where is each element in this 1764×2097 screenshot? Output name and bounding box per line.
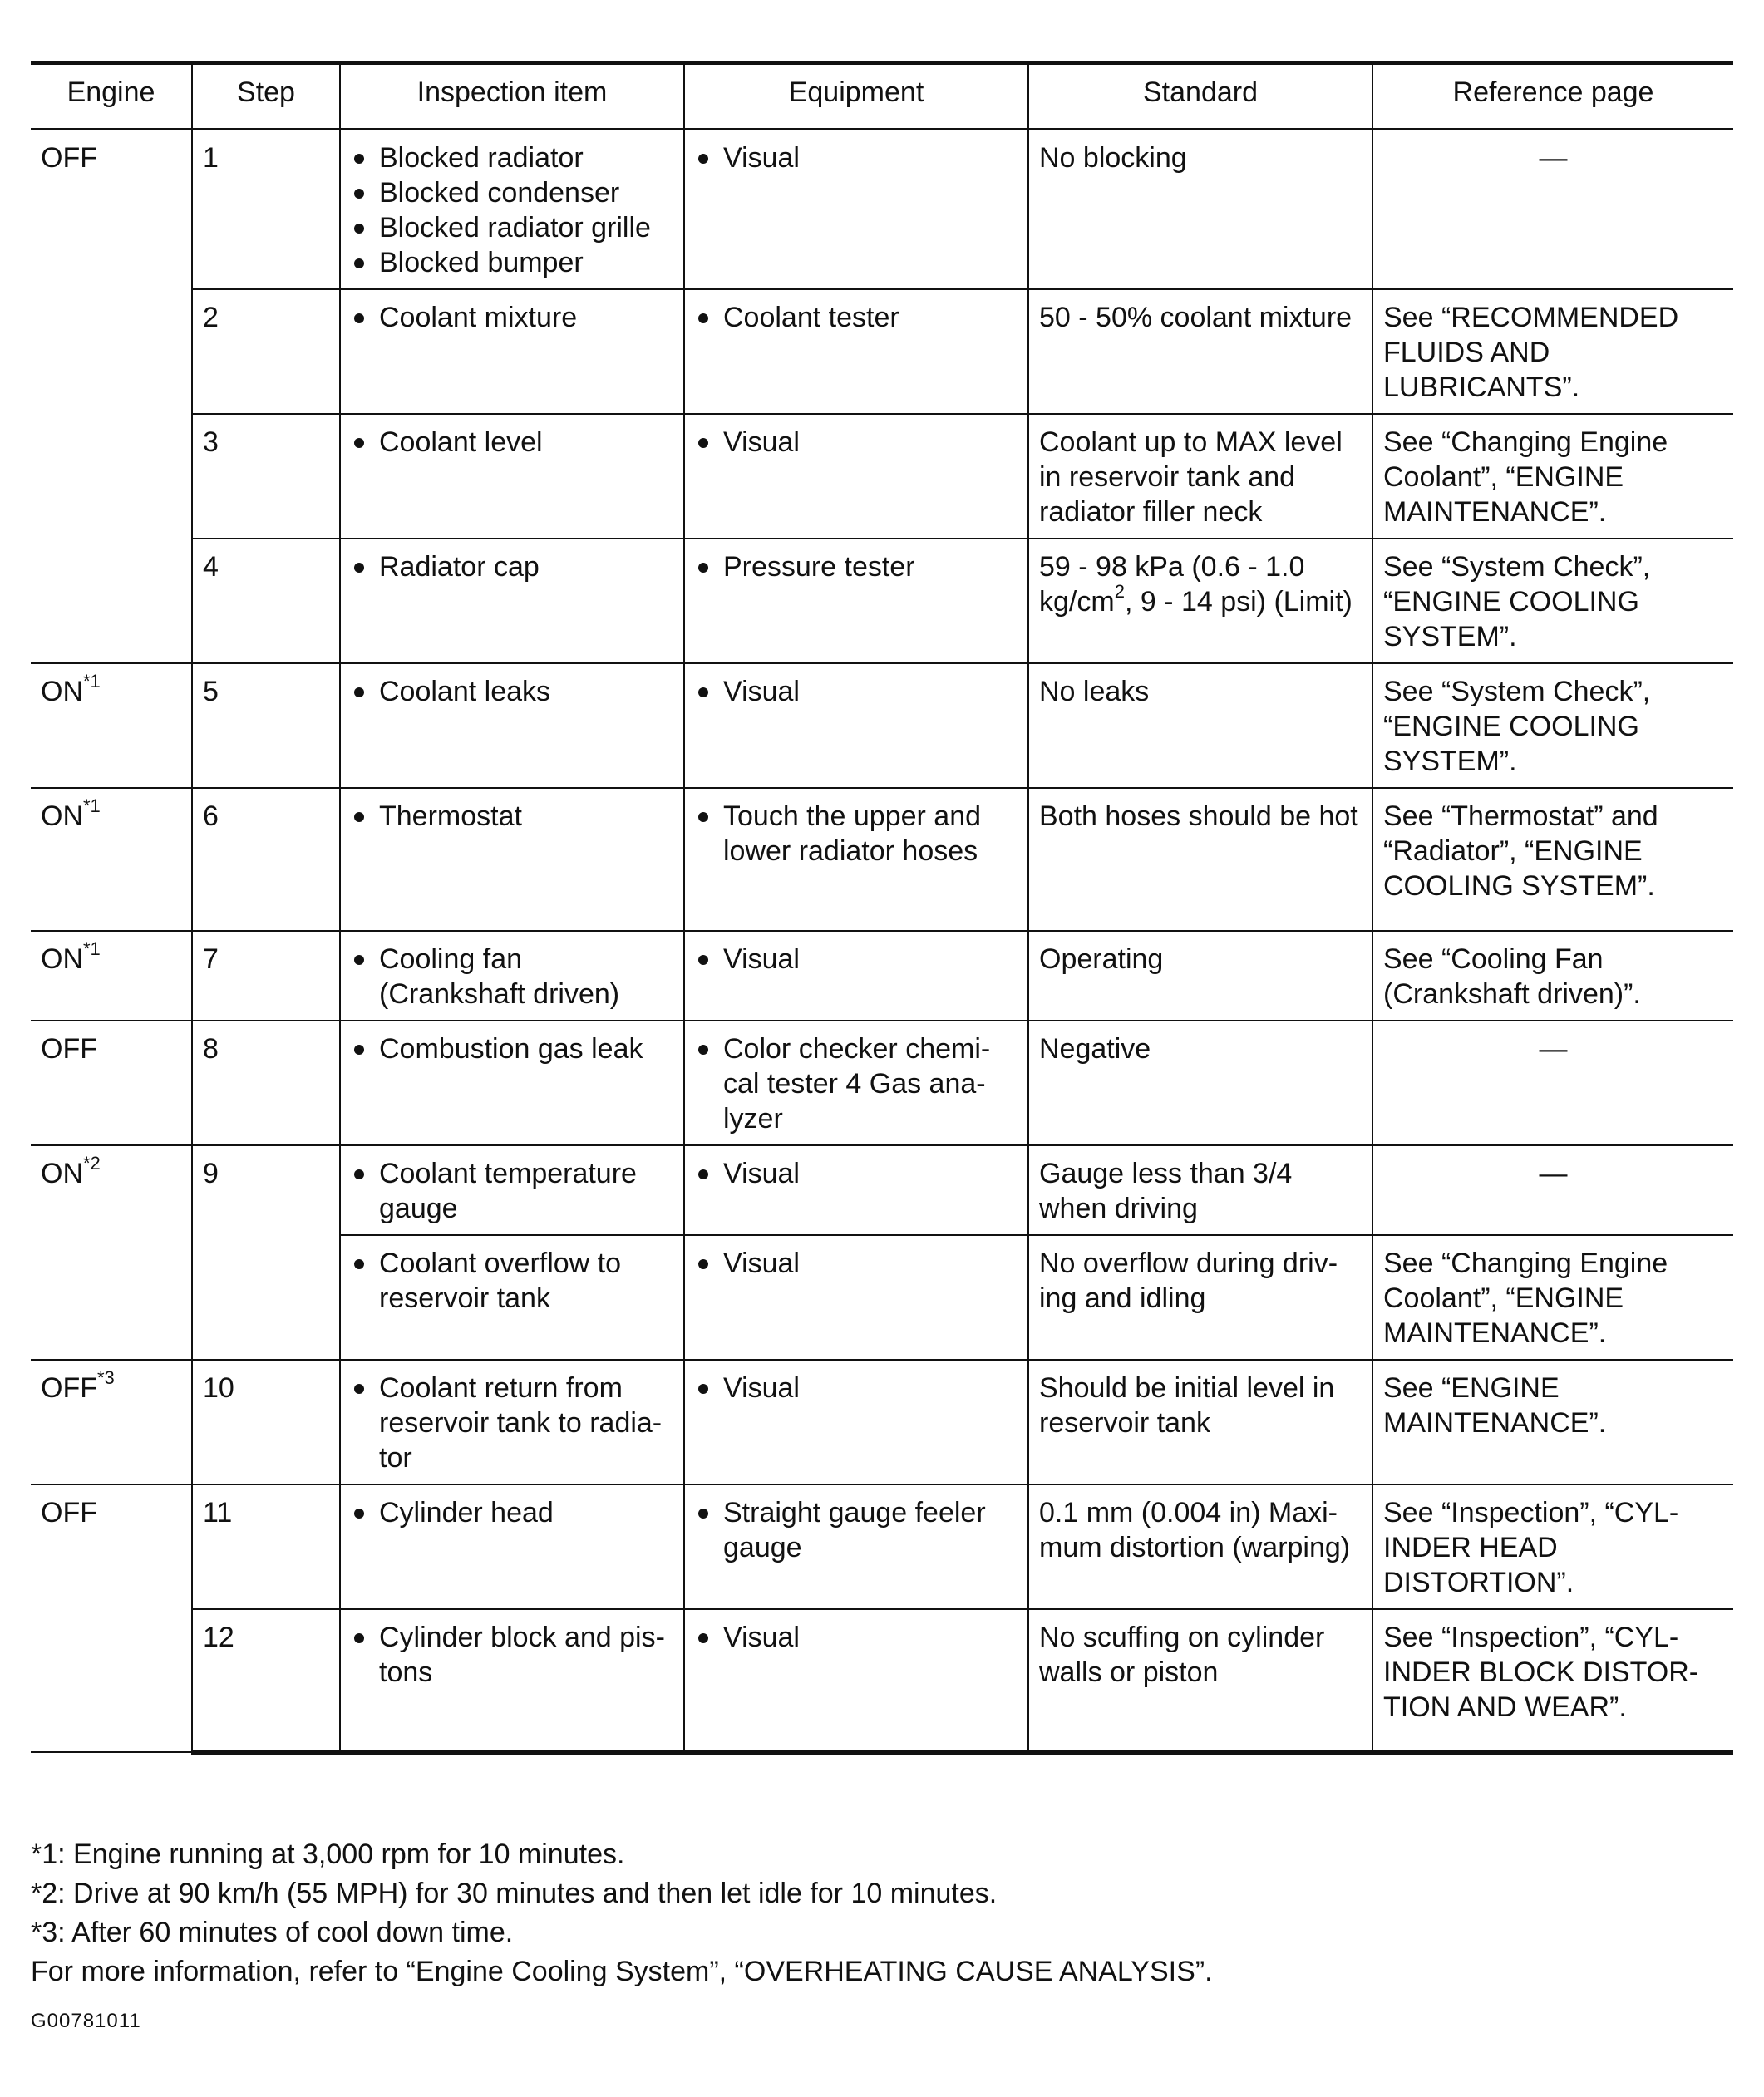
footnote-marker: *1 bbox=[83, 795, 101, 816]
equipment-cell bbox=[684, 539, 1028, 663]
engine-state: ON bbox=[41, 1158, 83, 1189]
standard-cell bbox=[1028, 539, 1372, 663]
standard-cell: Negative bbox=[1028, 1021, 1372, 1145]
step-cell: 10 bbox=[192, 1360, 340, 1484]
inspection-item-cell bbox=[340, 1021, 684, 1145]
table-row bbox=[31, 931, 1733, 1021]
reference-cell: See “Inspection”, “CYL- INDER HEAD DISTORTION”. bbox=[1372, 1484, 1733, 1609]
table-row bbox=[31, 130, 1733, 290]
equipment-cell bbox=[684, 414, 1028, 539]
table-row bbox=[31, 1021, 1733, 1145]
inspection-item-cell bbox=[340, 539, 684, 663]
inspection-item-cell bbox=[340, 788, 684, 931]
footnote-2: *2: Drive at 90 km/h (55 MPH) for 30 minutes and then let idle for 10 minutes. bbox=[31, 1878, 998, 1909]
inspection-item-cell bbox=[340, 1235, 684, 1360]
standard-cell: 50 - 50% coolant mixture bbox=[1028, 289, 1372, 414]
engine-cell bbox=[31, 931, 192, 1021]
table-row bbox=[31, 1360, 1733, 1484]
footnote-1: *1: Engine running at 3,000 rpm for 10 minutes. bbox=[31, 1839, 625, 1870]
list-item: Cylinder block and pis- tons bbox=[351, 1620, 673, 1690]
equipment-cell bbox=[684, 663, 1028, 788]
footnote-marker: *1 bbox=[83, 670, 101, 692]
table-row bbox=[31, 1145, 1733, 1235]
equipment-cell bbox=[684, 1609, 1028, 1752]
inspection-item-cell bbox=[340, 289, 684, 414]
engine-cell bbox=[31, 788, 192, 931]
list-item: Color checker chemi- cal tester 4 Gas ana- lyzer bbox=[695, 1031, 1018, 1136]
step-cell: 4 bbox=[192, 539, 340, 663]
footnotes bbox=[31, 1835, 1733, 1991]
reference-cell: — bbox=[1372, 1021, 1733, 1145]
list-item: Visual bbox=[695, 1156, 1018, 1191]
list-item: Coolant tester bbox=[695, 300, 1018, 335]
standard-text: , 9 - 14 psi) (Limit) bbox=[1124, 586, 1353, 618]
header-equipment: Equipment bbox=[684, 63, 1028, 130]
standard-cell: Both hoses should be hot bbox=[1028, 788, 1372, 931]
header-engine: Engine bbox=[31, 63, 192, 130]
engine-state: ON bbox=[41, 800, 83, 832]
list-item: Radiator cap bbox=[351, 549, 673, 584]
reference-cell: — bbox=[1372, 130, 1733, 290]
table-row bbox=[31, 663, 1733, 788]
reference-cell: See “System Check”, “ENGINE COOLING SYSTEM”. bbox=[1372, 539, 1733, 663]
list-item: Coolant mixture bbox=[351, 300, 673, 335]
table-header-row bbox=[31, 63, 1733, 130]
inspection-item-cell bbox=[340, 1360, 684, 1484]
header-inspection-item: Inspection item bbox=[340, 63, 684, 130]
footnote-3: *3: After 60 minutes of cool down time. bbox=[31, 1917, 514, 1948]
list-item: Straight gauge feeler gauge bbox=[695, 1495, 1018, 1565]
list-item: Coolant leaks bbox=[351, 674, 673, 709]
list-item: Coolant level bbox=[351, 425, 673, 460]
list-item: Visual bbox=[695, 140, 1018, 175]
reference-cell: See “Changing Engine Coolant”, “ENGINE MAINTENANCE”. bbox=[1372, 1235, 1733, 1360]
engine-cell bbox=[31, 1484, 192, 1752]
engine-cell bbox=[31, 130, 192, 664]
standard-text: 59 - 98 kPa (0.6 - 1.0 kg/cm bbox=[1039, 551, 1305, 618]
table-row bbox=[31, 788, 1733, 931]
table-row bbox=[31, 289, 1733, 414]
inspection-item-cell bbox=[340, 1145, 684, 1235]
list-item: Blocked bumper bbox=[351, 245, 673, 280]
standard-cell: No overflow during driv- ing and idling bbox=[1028, 1235, 1372, 1360]
engine-cell bbox=[31, 1021, 192, 1145]
list-item: Blocked radiator bbox=[351, 140, 673, 175]
footnote-marker: *3 bbox=[96, 1366, 115, 1388]
header-step: Step bbox=[192, 63, 340, 130]
list-item: Pressure tester bbox=[695, 549, 1018, 584]
reference-cell: See “Inspection”, “CYL- INDER BLOCK DISTOR- TION AND WEAR”. bbox=[1372, 1609, 1733, 1752]
step-cell: 8 bbox=[192, 1021, 340, 1145]
step-cell: 11 bbox=[192, 1484, 340, 1609]
engine-state: OFF bbox=[41, 142, 97, 174]
step-cell: 2 bbox=[192, 289, 340, 414]
inspection-item-cell bbox=[340, 663, 684, 788]
standard-cell: No leaks bbox=[1028, 663, 1372, 788]
equipment-cell bbox=[684, 1235, 1028, 1360]
list-item: Visual bbox=[695, 674, 1018, 709]
step-cell: 7 bbox=[192, 931, 340, 1021]
reference-cell: — bbox=[1372, 1145, 1733, 1235]
list-item: Cooling fan (Crankshaft driven) bbox=[351, 942, 673, 1012]
engine-cell bbox=[31, 1360, 192, 1484]
footnote-marker: *2 bbox=[83, 1152, 101, 1174]
list-item: Visual bbox=[695, 1371, 1018, 1405]
list-item: Visual bbox=[695, 1246, 1018, 1281]
list-item: Visual bbox=[695, 1620, 1018, 1655]
standard-cell: Operating bbox=[1028, 931, 1372, 1021]
step-cell: 3 bbox=[192, 414, 340, 539]
equipment-cell bbox=[684, 1484, 1028, 1609]
equipment-cell bbox=[684, 289, 1028, 414]
step-cell: 1 bbox=[192, 130, 340, 290]
standard-cell: No blocking bbox=[1028, 130, 1372, 290]
reference-cell: See “ENGINE MAINTENANCE”. bbox=[1372, 1360, 1733, 1484]
list-item: Touch the upper and lower radiator hoses bbox=[695, 799, 1018, 869]
reference-cell: See “Changing Engine Coolant”, “ENGINE MAINTENANCE”. bbox=[1372, 414, 1733, 539]
inspection-table bbox=[31, 61, 1733, 1755]
equipment-cell bbox=[684, 1360, 1028, 1484]
step-cell: 5 bbox=[192, 663, 340, 788]
list-item: Coolant return from reservoir tank to radia- tor bbox=[351, 1371, 673, 1475]
table-row bbox=[31, 539, 1733, 663]
reference-cell: See “Thermostat” and “Radiator”, “ENGINE COOLING SYSTEM”. bbox=[1372, 788, 1733, 931]
standard-cell: Coolant up to MAX level in reservoir tank and radiator filler neck bbox=[1028, 414, 1372, 539]
footnote-marker: *1 bbox=[83, 938, 101, 959]
list-item: Visual bbox=[695, 425, 1018, 460]
figure-code: G00781011 bbox=[31, 2010, 141, 2032]
engine-state: ON bbox=[41, 676, 83, 707]
equipment-cell bbox=[684, 1021, 1028, 1145]
step-cell: 9 bbox=[192, 1145, 340, 1360]
standard-cell: Should be initial level in reservoir tank bbox=[1028, 1360, 1372, 1484]
list-item: Visual bbox=[695, 942, 1018, 977]
engine-state: OFF bbox=[41, 1372, 97, 1404]
equipment-cell bbox=[684, 130, 1028, 290]
list-item: Coolant temperature gauge bbox=[351, 1156, 673, 1226]
equipment-cell bbox=[684, 788, 1028, 931]
more-info-note: For more information, refer to “Engine Cooling System”, “OVERHEATING CAUSE ANALYSIS”. bbox=[31, 1956, 1213, 1987]
list-item: Blocked condenser bbox=[351, 175, 673, 210]
table-row bbox=[31, 1609, 1733, 1752]
engine-cell bbox=[31, 663, 192, 788]
table-row bbox=[31, 1484, 1733, 1609]
engine-state: OFF bbox=[41, 1033, 97, 1065]
inspection-item-cell bbox=[340, 1484, 684, 1609]
reference-cell: See “Cooling Fan (Crankshaft driven)”. bbox=[1372, 931, 1733, 1021]
header-reference-page: Reference page bbox=[1372, 63, 1733, 130]
step-cell: 12 bbox=[192, 1609, 340, 1752]
engine-state: OFF bbox=[41, 1497, 97, 1528]
engine-state: ON bbox=[41, 943, 83, 975]
inspection-item-cell bbox=[340, 931, 684, 1021]
equipment-cell bbox=[684, 931, 1028, 1021]
equipment-cell bbox=[684, 1145, 1028, 1235]
standard-cell: Gauge less than 3/4 when driving bbox=[1028, 1145, 1372, 1235]
list-item: Coolant overflow to reservoir tank bbox=[351, 1246, 673, 1316]
engine-cell bbox=[31, 1145, 192, 1360]
list-item: Thermostat bbox=[351, 799, 673, 834]
reference-cell: See “System Check”, “ENGINE COOLING SYSTEM”. bbox=[1372, 663, 1733, 788]
inspection-item-cell bbox=[340, 1609, 684, 1752]
standard-cell: No scuffing on cylinder walls or piston bbox=[1028, 1609, 1372, 1752]
list-item: Combustion gas leak bbox=[351, 1031, 673, 1066]
superscript: 2 bbox=[1114, 580, 1125, 602]
reference-cell: See “RECOMMENDED FLUIDS AND LUBRICANTS”. bbox=[1372, 289, 1733, 414]
standard-cell: 0.1 mm (0.004 in) Maxi- mum distortion (warping) bbox=[1028, 1484, 1372, 1609]
step-cell: 6 bbox=[192, 788, 340, 931]
header-standard: Standard bbox=[1028, 63, 1372, 130]
table-row bbox=[31, 414, 1733, 539]
list-item: Cylinder head bbox=[351, 1495, 673, 1530]
inspection-item-cell bbox=[340, 130, 684, 290]
list-item: Blocked radiator grille bbox=[351, 210, 673, 245]
inspection-item-cell bbox=[340, 414, 684, 539]
